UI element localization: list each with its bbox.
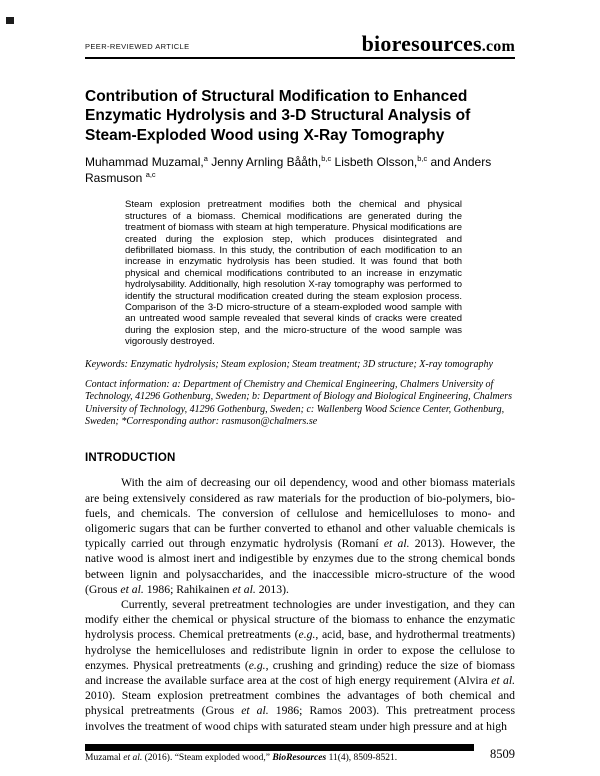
text-segment: 2010). Steam explosion pretreatment combines the advantages of both chemical and physical pretreatments (Grous [85, 689, 515, 718]
text-segment: , crushing and grinding) reduce the size of biomass and increase the available surface area at the cost of high energy requirement (Alvira [85, 658, 515, 687]
text-segment: et al. [491, 674, 515, 687]
footer-left [85, 744, 474, 764]
author-affiliation-superscript: b,c [417, 154, 428, 164]
text-segment: et al. [120, 582, 144, 596]
page-content [85, 31, 516, 734]
article-title: Contribution of Structural Modification to Enhanced Enzymatic Hydrolysis and 3-D Structural Analysis of Steam-Exploded Wood using X-Ray Tomography [85, 87, 471, 144]
introduction-heading: INTRODUCTION [85, 452, 176, 465]
text-segment: et al. [232, 582, 256, 596]
section-introduction [85, 452, 515, 733]
abstract-block: Steam explosion pretreatment modifies both the chemical and physical structures of a biomass. Chemical modifications are generated during the treatment of biomass with steam at high temperature. Physical modifications are created during the explosion step, which produces disintegrated and defibrillated biomass. In this study, the contribution of each modification to an increase in enzymatic hydrolysis has been studied. It was found that both physical and chemical modifications contributed to an increase in enzymatic hydrolysability. Additionally, high resolution X-ray tomography was performed to identify the structural modification created during the steam explosion process. Comparison of the 3-D micro-structure of a steam-exploded wood sample with an untreated wood sample revealed that several kinds of cracks were created during the explosion step, and the micro-structure of the wood sample was vigorously destroyed. [125, 199, 462, 348]
text-segment: , acid, base, and hydrothermal treatments) hydrolyse the hemicelluloses and redistribute lignin in order to expose the cellulose to enzymes. Physical pretreatments ( [85, 628, 515, 672]
text-segment: et al. [241, 704, 269, 718]
text-segment: 11(4), 8509-8521. [326, 753, 398, 763]
text-segment: 1986; Ramos 2003). This pretreatment process involves the treatment of wood chips with saturated steam under high pressure and at high [85, 704, 515, 733]
text-segment: Muzamal [85, 753, 124, 763]
journal-logo-main: bioresources [361, 31, 482, 56]
page-header [85, 31, 515, 59]
text-segment: (2016). “Steam exploded wood,” [142, 753, 273, 763]
body-paragraph [85, 597, 515, 734]
journal-logo [361, 31, 515, 56]
author-affiliation-superscript: b,c [321, 154, 332, 164]
keywords-line: Keywords: Enzymatic hydrolysis; Steam explosion; Steam treatment; 3D structure; X-ray tomography [85, 358, 493, 370]
text-segment: BioResources [272, 753, 327, 763]
text-segment: Currently, several pretreatment technologies are under investigation, and they can modify either the chemical or physical structure of the biomass to enhance the enzymatic hydrolysis process. Chemical pretreatments ( [85, 597, 515, 642]
text-segment: et al. [383, 537, 410, 551]
footer-citation [85, 753, 474, 764]
text-segment: et al. [123, 753, 143, 763]
text-segment: Lisbeth Olsson, [331, 155, 418, 170]
contact-info: Contact information: a: Department of Chemistry and Chemical Engineering, Chalmers University of Technology, 41296 Gothenburg, Sweden; b: Department of Biology and Biological Engineering, Chalmers University of Technology, 41296 Gothenburg, Sweden; c: Wallenberg Wood Science Center, Gothenburg, Sweden; *Corresponding author: rasmuson@chalmers.se [85, 379, 512, 428]
article-type-label: PEER-REVIEWED ARTICLE [85, 41, 190, 51]
body-paragraph [85, 475, 515, 597]
text-segment: and Anders Rasmuson [85, 155, 492, 186]
text-segment: Jenny Arnling Bååth, [207, 155, 322, 170]
page-number: 8509 [490, 746, 515, 761]
text-segment: With the aim of decreasing our oil dependency, wood and other biomass materials are being extensively considered as raw materials for the production of bio-polymers, bio-fuels, and chemicals. The conversion of cellulose and hemicelluloses to mono- and oligomeric sugars that can be further converted to ethanol and other valuable chemicals is typically carried out through enzymatic hydrolysis (Romaní [85, 476, 515, 551]
page-footer [85, 742, 515, 764]
scan-artifact [6, 17, 14, 24]
text-segment: 1986; Rahikainen [143, 582, 233, 596]
text-segment: e.g. [248, 658, 266, 672]
authors-line [85, 154, 515, 186]
author-affiliation-superscript: a,c [145, 170, 156, 180]
text-segment: 2013). [255, 582, 289, 596]
text-segment: e.g. [298, 628, 316, 642]
footer-rule [85, 744, 474, 751]
text-segment: 2013). However, the native wood is almost inert and indigestible by enzymes due to the strong chemical bonds between lignin and polysaccharides, and the inaccessible micro-structure of the wood (Grous [85, 537, 516, 596]
author-affiliation-superscript: a [203, 154, 208, 164]
journal-logo-suffix: .com [481, 38, 515, 55]
text-segment: Muhammad Muzamal, [85, 155, 204, 170]
